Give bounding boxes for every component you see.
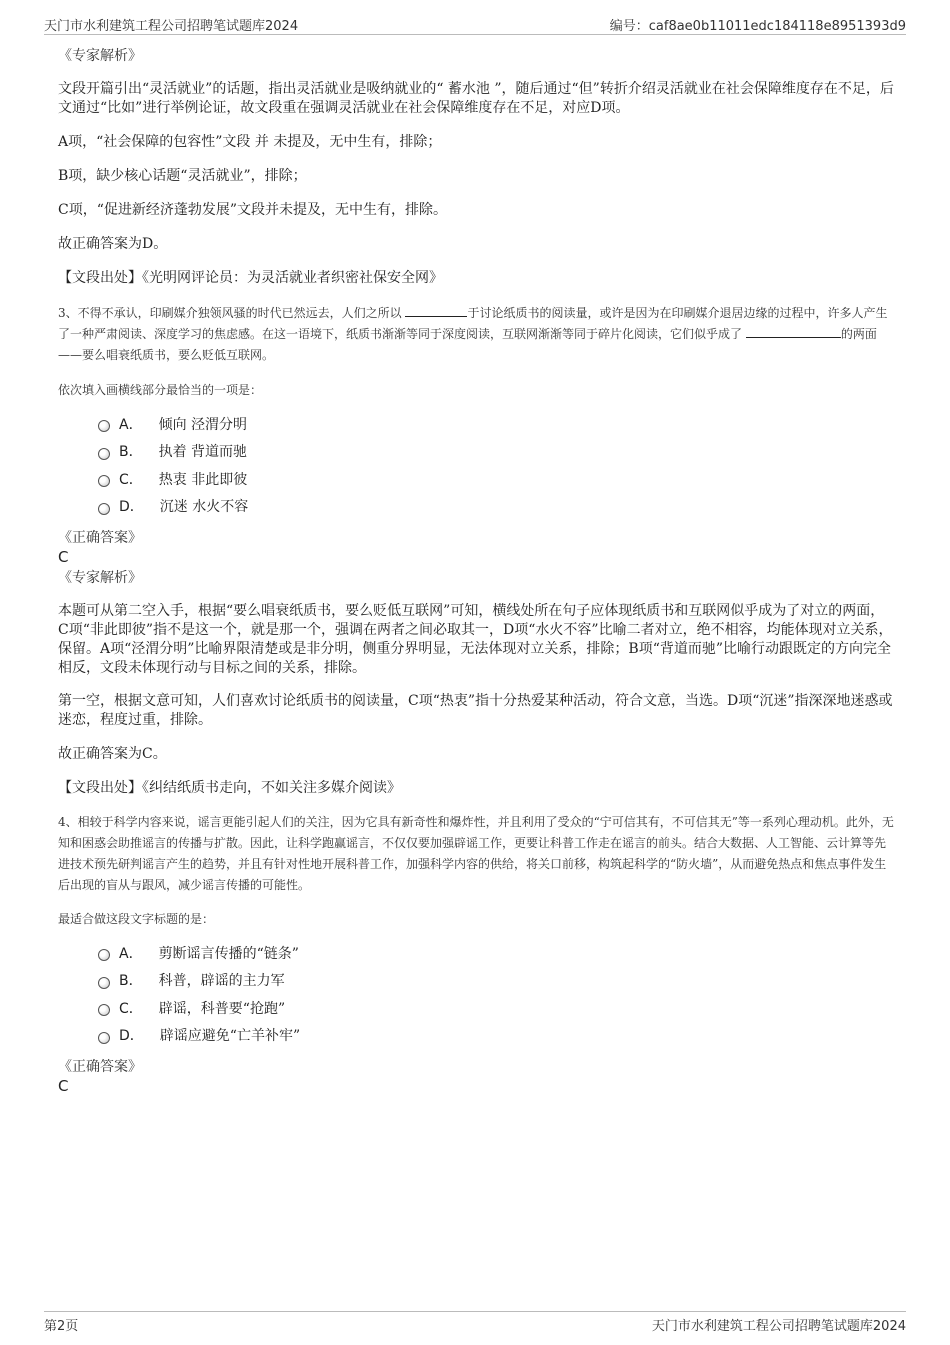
- option-text: 科普，辟谣的主力军: [158, 973, 285, 990]
- answer-value: C: [58, 1077, 69, 1095]
- option-text: 剪断谣言传播的“链条”: [158, 945, 299, 962]
- question-3-options: [98, 410, 894, 520]
- option-letter: B．: [119, 973, 143, 990]
- fill-blank-2: [746, 325, 841, 338]
- question-3-text-part1: 3、不得不承认，印刷媒介独领风骚的时代已然远去，人们之所以: [58, 306, 402, 320]
- radio-icon[interactable]: [98, 503, 110, 515]
- option-c[interactable]: [98, 994, 894, 1022]
- option-letter: D．: [119, 1028, 144, 1045]
- header-title: 天门市水利建筑工程公司招聘笔试题库2024: [44, 19, 299, 34]
- option-letter: A．: [119, 416, 143, 433]
- page-number: 第2页: [44, 1319, 79, 1334]
- source-citation: 【文段出处】《光明网评论员：为灵活就业者织密社保安全网》: [58, 270, 443, 286]
- question-4-text: 4、相较于科学内容来说，谣言更能引起人们的关注，因为它具有新奇性和爆炸性，并且利用了受众的“宁可信其有，不可信其无”等一系列心理动机。此外，无知和困惑会助推谣言的传播与扩散。因此，让科学跑赢谣言，不仅仅要加强辟谣工作，更要让科普工作走在谣言的前头。结合大数据、人工智能、云计算等先进技术预先研判谣言产生的趋势，并且有针对性地开展科普工作，加强科学内容的供给，将关口前移，构筑起科学的“防火墙”，从而避免热点和焦点事件发生后出现的盲从与跟风，减少谣言传播的可能性。: [58, 815, 894, 892]
- option-d[interactable]: [98, 493, 894, 521]
- option-letter: D．: [119, 499, 144, 516]
- page-header: [44, 12, 906, 35]
- option-a[interactable]: [98, 939, 894, 967]
- option-letter: B．: [119, 444, 143, 461]
- radio-icon[interactable]: [98, 1004, 110, 1016]
- page-content: [58, 46, 894, 1095]
- option-c[interactable]: [98, 465, 894, 493]
- conclusion: 故正确答案为D。: [58, 236, 168, 252]
- radio-icon[interactable]: [98, 977, 110, 989]
- radio-icon[interactable]: [98, 1032, 110, 1044]
- option-note-b: B项，缺少核心话题“灵活就业”，排除；: [58, 168, 307, 184]
- analysis-paragraph: 文段开篇引出“灵活就业”的话题，指出灵活就业是吸纳就业的“ 蓄水池 ”，随后通过“但”转折介绍灵活就业在社会保障维度存在不足，后文通过“比如”进行举例论证，故文段重在强调灵活就业在社会保障维度存在不足，对应D项。: [58, 81, 894, 116]
- option-a[interactable]: [98, 410, 894, 438]
- option-b[interactable]: [98, 967, 894, 995]
- option-letter: A．: [119, 945, 143, 962]
- analysis-label: 《专家解析》: [58, 570, 142, 586]
- analysis-paragraph: 第一空，根据文意可知，人们喜欢讨论纸质书的阅读量，C项“热衷”指十分热爱某种活动，符合文意，当选。D项“沉迷”指深深地迷惑或迷恋，程度过重，排除。: [58, 693, 893, 728]
- option-note-c: C项，“促进新经济蓬勃发展”文段并未提及，无中生有，排除。: [58, 202, 448, 218]
- question-4-options: [98, 939, 894, 1049]
- option-letter: C．: [119, 1000, 143, 1017]
- radio-icon[interactable]: [98, 448, 110, 460]
- answer-label: 《正确答案》: [58, 530, 142, 546]
- radio-icon[interactable]: [98, 420, 110, 432]
- option-text: 倾向 泾渭分明: [158, 416, 248, 433]
- question-3-text-part2: 于讨论纸质书的阅读量，或许是因为在印刷媒介退居边缘的过程中，许多人产生了一种严肃阅读、深度学习的焦虑感。在这一语境下，纸质书渐渐等同于深度阅读，互联网渐渐等同于碎片化阅读，它们似乎成了: [58, 306, 888, 341]
- fill-blank-1: [405, 304, 467, 317]
- question-3-text: [58, 303, 894, 366]
- footer-title: 天门市水利建筑工程公司招聘笔试题库2024: [651, 1319, 906, 1334]
- question-3-text-part3: 的两面——要么唱衰纸质书，要么贬低互联网。: [58, 327, 877, 362]
- conclusion: 故正确答案为C。: [58, 746, 167, 762]
- question-3-prompt: 依次填入画横线部分最恰当的一项是：: [58, 383, 263, 397]
- option-text: 执着 背道而驰: [158, 444, 248, 461]
- option-note-a: A项，“社会保障的包容性”文段 并 未提及，无中生有，排除；: [58, 134, 442, 150]
- source-citation: 【文段出处】《纠结纸质书走向，不如关注多媒介阅读》: [58, 780, 401, 796]
- option-b[interactable]: [98, 438, 894, 466]
- page-footer: [44, 1311, 906, 1334]
- option-text: 辟谣应避免“亡羊补牢”: [159, 1028, 301, 1045]
- option-text: 沉迷 水火不容: [159, 499, 249, 516]
- analysis-paragraph: 本题可从第二空入手，根据“要么唱衰纸质书，要么贬低互联网”可知，横线处所在句子应体现纸质书和互联网似乎成为了对立的两面，C项“非此即彼”指不是这一个，就是那一个，强调在两者之间必取其一，D项“水火不容”比喻二者对立，绝不相容，均能体现对立关系，保留。A项“泾渭分明”比喻界限清楚或是非分明，侧重分界明显，无法体现对立关系，排除；B项“背道而驰”比喻行动跟既定的方向完全相反，文段未体现行动与目标之间的关系，排除。: [58, 603, 893, 676]
- radio-icon[interactable]: [98, 949, 110, 961]
- radio-icon[interactable]: [98, 475, 110, 487]
- option-d[interactable]: [98, 1022, 894, 1050]
- answer-label: 《正确答案》: [58, 1059, 142, 1075]
- question-4-prompt: 最适合做这段文字标题的是：: [58, 912, 215, 926]
- answer-value: C: [58, 548, 69, 566]
- option-letter: C．: [119, 471, 143, 488]
- option-text: 热衷 非此即彼: [158, 471, 248, 488]
- header-code: 编号：caf8ae0b11011edc184118e8951393d9: [609, 19, 906, 34]
- analysis-label: 《专家解析》: [58, 48, 142, 64]
- option-text: 辟谣，科普要“抢跑”: [158, 1000, 286, 1017]
